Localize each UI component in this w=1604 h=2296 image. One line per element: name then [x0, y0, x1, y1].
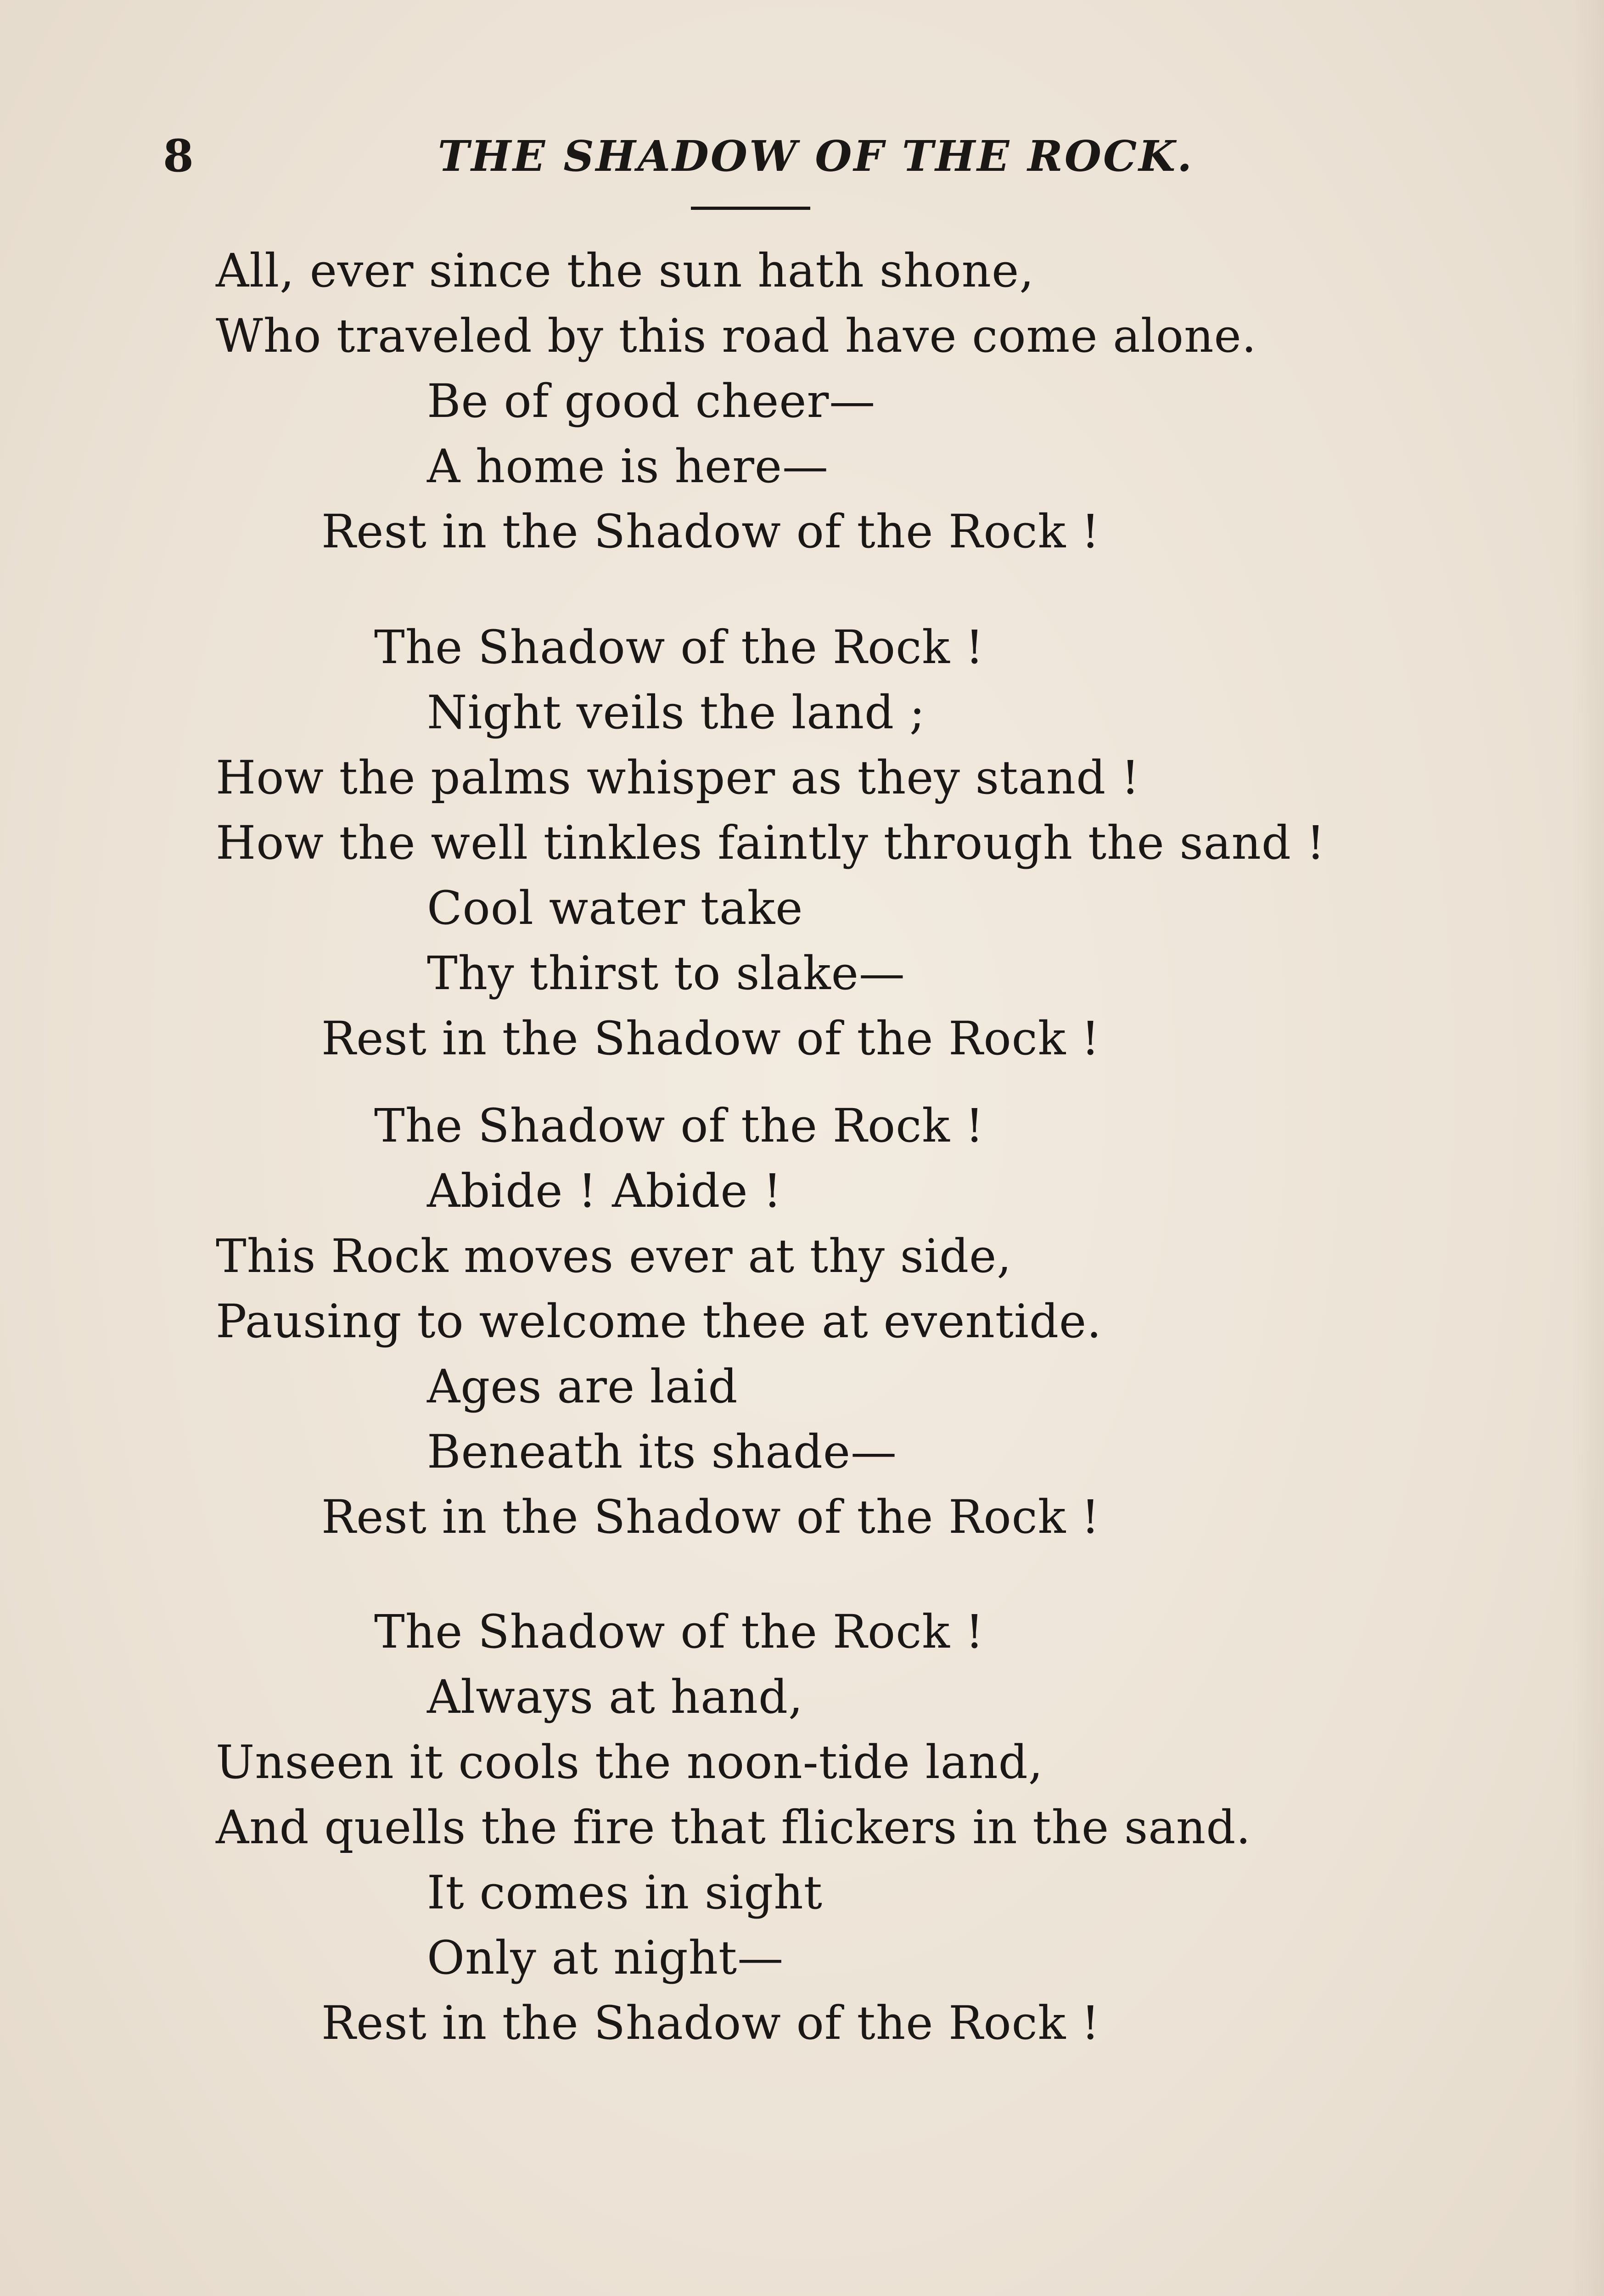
poem-line: Only at night—	[427, 1931, 784, 1985]
poem-line: Cool water take	[427, 881, 803, 935]
page-number: 8	[163, 130, 194, 182]
poem-line: All, ever since the sun hath shone,	[216, 244, 1035, 298]
poem-line: Rest in the Shadow of the Rock !	[321, 505, 1100, 558]
poem-line: Rest in the Shadow of the Rock !	[321, 1996, 1100, 2050]
poem-line: The Shadow of the Rock !	[374, 1099, 984, 1153]
poem-line: Always at hand,	[427, 1670, 803, 1724]
poem-line: It comes in sight	[427, 1866, 823, 1919]
poem-line: How the palms whisper as they stand !	[216, 751, 1140, 805]
poem-line: How the well tinkles faintly through the sand !	[216, 816, 1325, 870]
poem-line: Beneath its shade—	[427, 1425, 897, 1479]
header-rule	[691, 207, 810, 210]
poem-line: Thy thirst to slake—	[427, 946, 905, 1000]
poem-line: Rest in the Shadow of the Rock !	[321, 1012, 1100, 1065]
poem-line: Ages are laid	[427, 1360, 738, 1413]
page-header	[0, 124, 1604, 188]
poem-line: Rest in the Shadow of the Rock !	[321, 1490, 1100, 1544]
poem-line: Pausing to welcome thee at eventide.	[216, 1294, 1102, 1348]
poem-line: This Rock moves ever at thy side,	[216, 1229, 1012, 1283]
poem-line: A home is here—	[427, 439, 829, 493]
poem-line: The Shadow of the Rock !	[374, 1605, 984, 1659]
poem-line: Be of good cheer—	[427, 374, 876, 428]
poem-line: Who traveled by this road have come alone.	[216, 309, 1257, 363]
poem-line: And quells the fire that flickers in the sand.	[216, 1801, 1251, 1854]
poem-line: Abide ! Abide !	[427, 1164, 782, 1218]
page-edge-shadow	[1572, 0, 1604, 2296]
poem-line: The Shadow of the Rock !	[374, 620, 984, 674]
poem-line: Night veils the land ;	[427, 686, 925, 739]
running-title: THE SHADOW OF THE ROCK.	[437, 131, 1194, 181]
poem-line: Unseen it cools the noon-tide land,	[216, 1735, 1043, 1789]
